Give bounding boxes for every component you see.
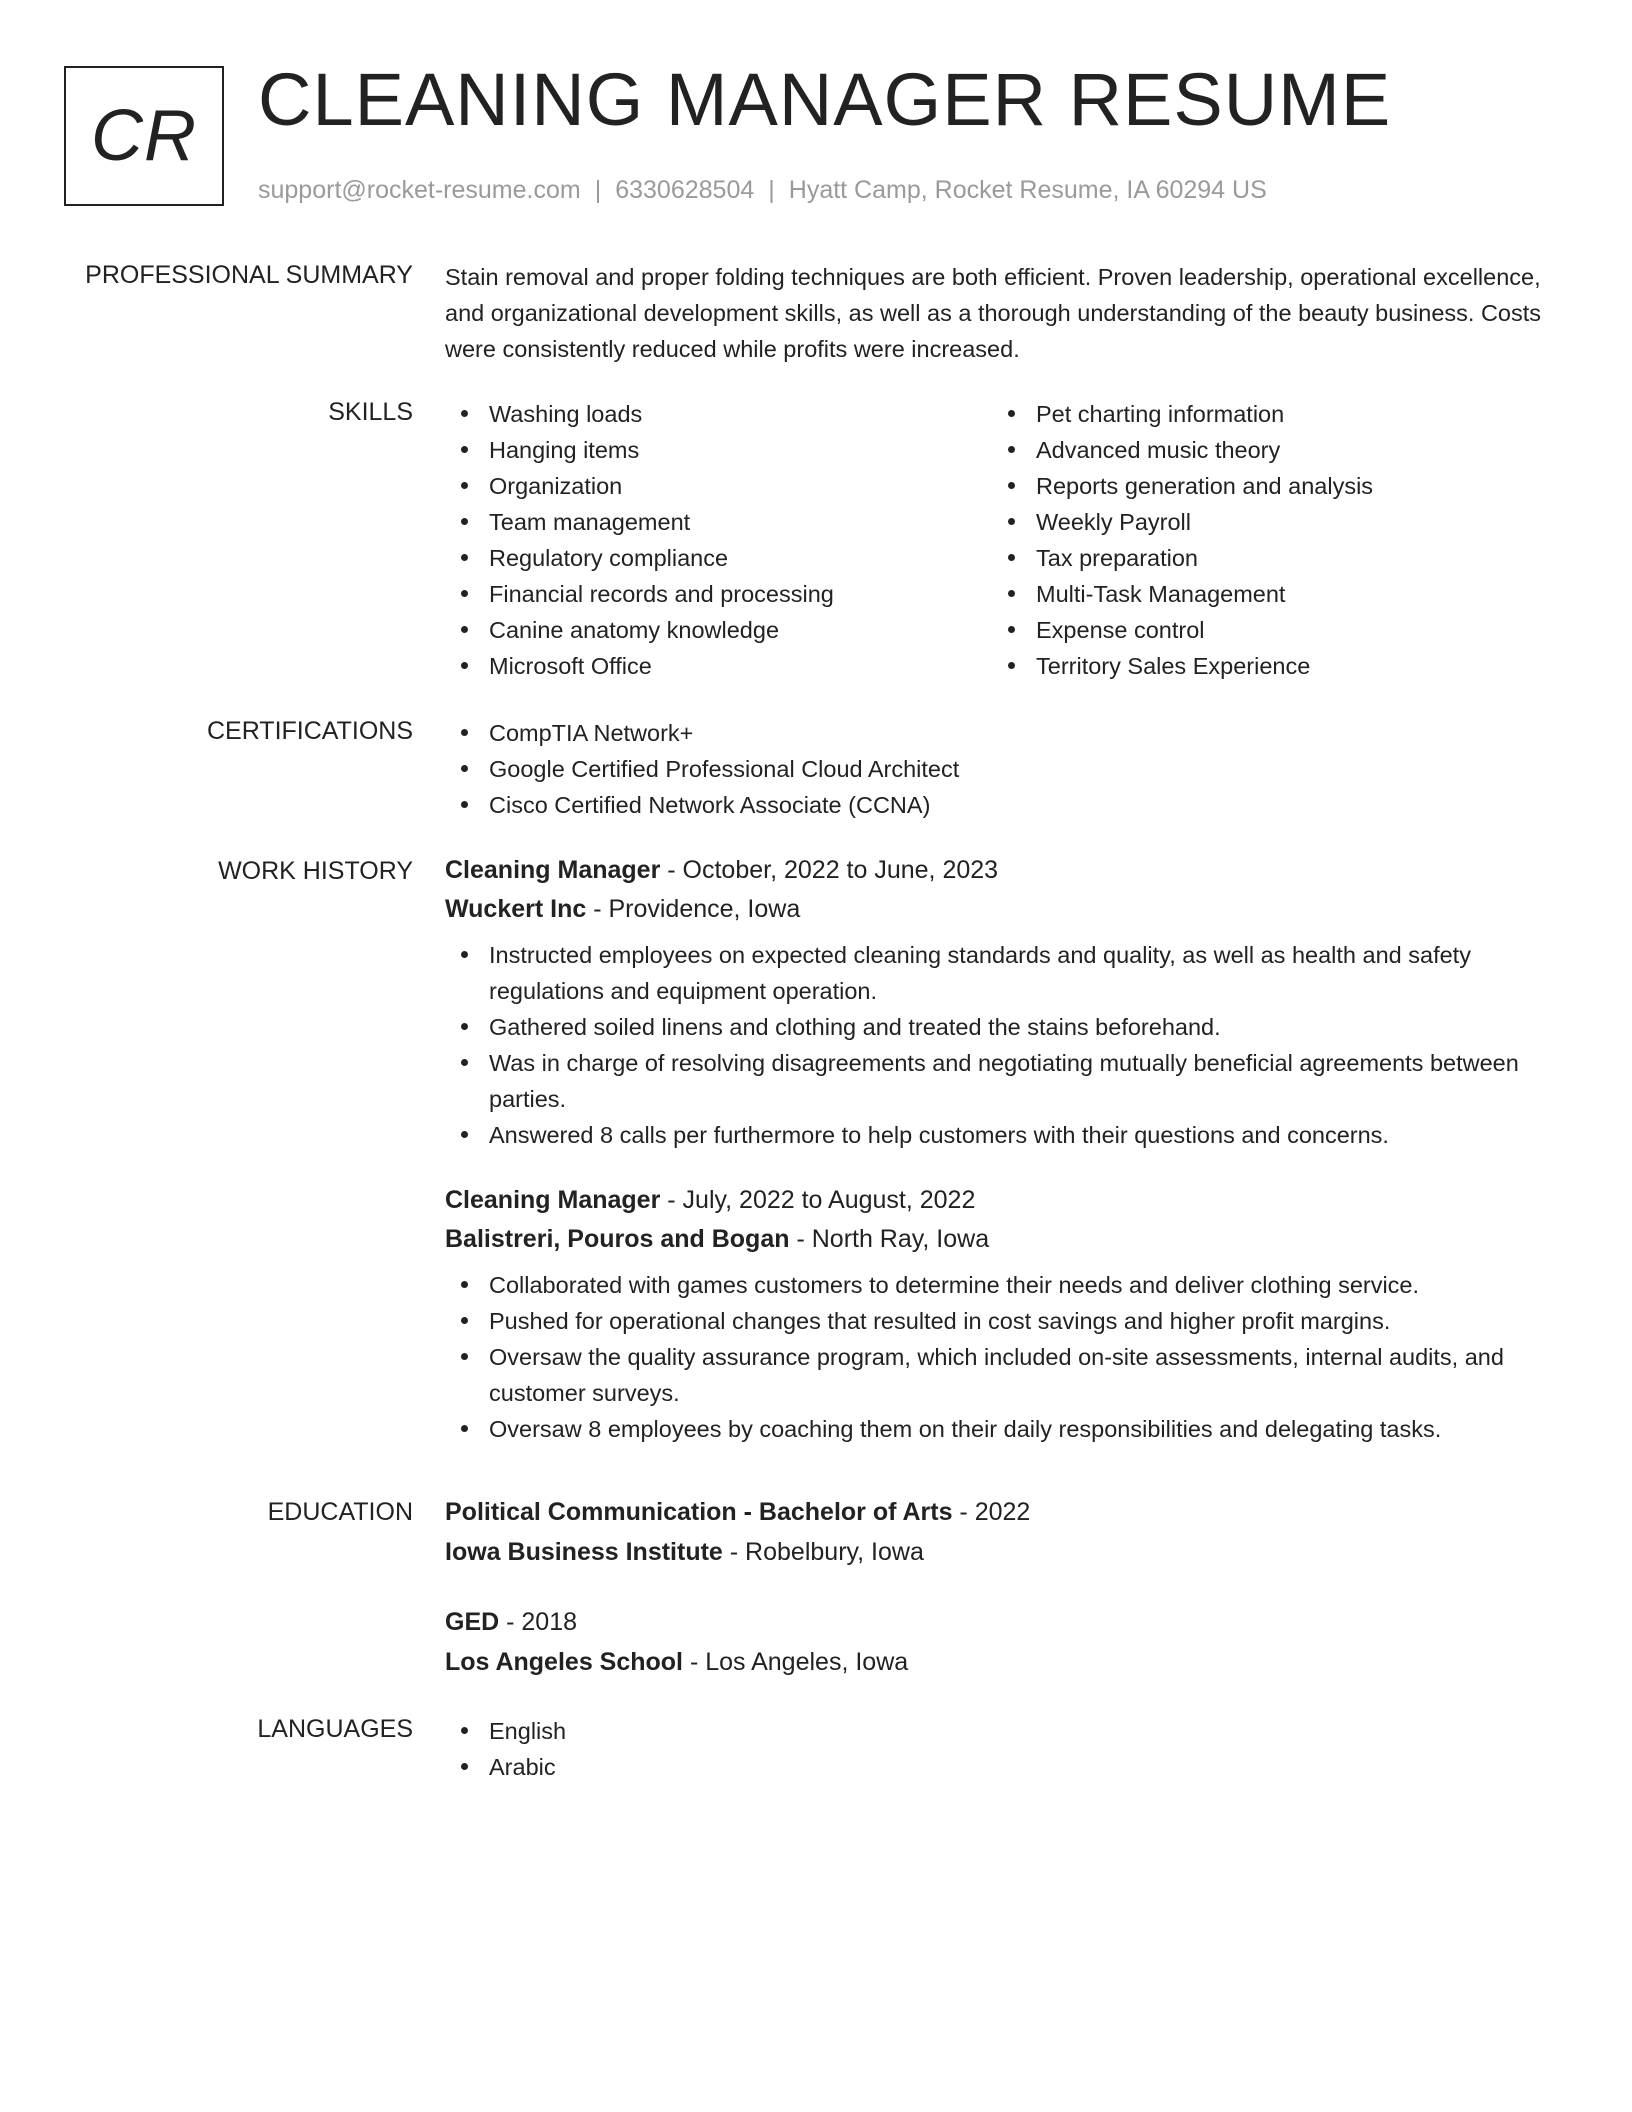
education-year: - 2018 <box>499 1608 578 1636</box>
job-location: - Providence, Iowa <box>586 895 801 923</box>
skills-list-left <box>445 396 992 684</box>
job-company: Wuckert Inc <box>445 895 587 923</box>
skill-item: Washing loads <box>445 396 992 432</box>
skill-item: Microsoft Office <box>445 648 992 684</box>
job-bullet: Gathered soiled linens and clothing and treated the stains beforehand. <box>445 1009 1570 1045</box>
skill-item: Organization <box>445 468 992 504</box>
summary-body <box>445 259 1570 367</box>
education-entry <box>445 1492 1570 1572</box>
skills-list-right <box>992 396 1539 684</box>
monogram-initials: CR <box>91 96 197 176</box>
skill-item: Hanging items <box>445 432 992 468</box>
education-school-line <box>445 1532 1570 1572</box>
languages-body <box>445 1713 1570 1785</box>
job-dates: - October, 2022 to June, 2023 <box>660 856 999 884</box>
job-bullet: Was in charge of resolving disagreements and negotiating mutually beneficial agreements between parties. <box>445 1045 1570 1117</box>
skill-item: Tax preparation <box>992 540 1539 576</box>
certification-item: CompTIA Network+ <box>445 715 1570 751</box>
certifications-body <box>445 715 1570 823</box>
certifications-list <box>445 715 1570 823</box>
job-company-line <box>445 1219 1570 1259</box>
job-bullets <box>445 937 1570 1153</box>
education-location: - Robelbury, Iowa <box>722 1538 924 1566</box>
education-degree: GED <box>445 1608 500 1636</box>
certification-item: Cisco Certified Network Associate (CCNA) <box>445 787 1570 823</box>
work-history-heading: WORK HISTORY <box>218 857 413 885</box>
job-bullet: Answered 8 calls per furthermore to help customers with their questions and concerns. <box>445 1117 1570 1153</box>
contact-line <box>258 174 1267 206</box>
job-location: - North Ray, Iowa <box>789 1225 990 1253</box>
job-entry <box>445 851 1570 1153</box>
contact-email: support@rocket-resume.com <box>258 176 581 204</box>
certification-item: Google Certified Professional Cloud Architect <box>445 751 1570 787</box>
monogram-badge <box>64 66 224 206</box>
job-title-line <box>445 1181 1570 1219</box>
skill-item: Multi-Task Management <box>992 576 1539 612</box>
job-bullets <box>445 1267 1570 1447</box>
skill-item: Team management <box>445 504 992 540</box>
education-degree: Political Communication - Bachelor of Arts <box>445 1498 953 1526</box>
job-bullet: Pushed for operational changes that resulted in cost savings and higher profit margins. <box>445 1303 1570 1339</box>
education-year: - 2022 <box>952 1498 1031 1526</box>
education-school: Iowa Business Institute <box>445 1538 723 1566</box>
job-dates: - July, 2022 to August, 2022 <box>660 1186 976 1214</box>
job-bullet: Oversaw 8 employees by coaching them on their daily responsibilities and delegating tasks. <box>445 1411 1570 1447</box>
education-school-line <box>445 1642 1570 1682</box>
resume-title: CLEANING MANAGER RESUME <box>258 58 1392 141</box>
skill-item: Pet charting information <box>992 396 1539 432</box>
job-title: Cleaning Manager <box>445 1186 661 1214</box>
skill-item: Territory Sales Experience <box>992 648 1539 684</box>
education-degree-line <box>445 1492 1570 1532</box>
job-bullet: Collaborated with games customers to determine their needs and deliver clothing service. <box>445 1267 1570 1303</box>
education-heading: EDUCATION <box>267 1498 413 1526</box>
contact-phone: 6330628504 <box>615 176 755 204</box>
languages-heading: LANGUAGES <box>257 1715 413 1743</box>
job-company: Balistreri, Pouros and Bogan <box>445 1225 790 1253</box>
contact-separator: | <box>594 176 602 204</box>
skills-heading: SKILLS <box>328 398 413 426</box>
language-item: English <box>445 1713 1570 1749</box>
job-title-line <box>445 851 1570 889</box>
summary-heading: PROFESSIONAL SUMMARY <box>85 261 413 289</box>
skill-item: Financial records and processing <box>445 576 992 612</box>
skill-item: Canine anatomy knowledge <box>445 612 992 648</box>
education-degree-line <box>445 1602 1570 1642</box>
skill-item: Regulatory compliance <box>445 540 992 576</box>
skill-item: Advanced music theory <box>992 432 1539 468</box>
education-school: Los Angeles School <box>445 1648 684 1676</box>
job-bullet: Instructed employees on expected cleaning standards and quality, as well as health and safety regulations and equipment operation. <box>445 937 1570 1009</box>
skill-item: Weekly Payroll <box>992 504 1539 540</box>
work-history-body <box>445 851 1570 1447</box>
job-company-line <box>445 889 1570 929</box>
skill-item: Expense control <box>992 612 1539 648</box>
contact-separator: | <box>768 176 775 204</box>
certifications-heading: CERTIFICATIONS <box>206 717 413 745</box>
language-item: Arabic <box>445 1749 1570 1785</box>
job-bullet: Oversaw the quality assurance program, which included on-site assessments, internal audits, and customer surveys. <box>445 1339 1570 1411</box>
languages-list <box>445 1713 1570 1785</box>
skills-columns <box>445 396 1570 684</box>
education-location: - Los Angeles, Iowa <box>683 1648 909 1676</box>
job-entry <box>445 1181 1570 1447</box>
summary-text: Stain removal and proper folding techniques are both efficient. Proven leadership, operational excellence, and organizational development skills, as well as a thorough understanding of the beauty business. Costs were consistently reduced while profits were increased. <box>445 264 1542 362</box>
skill-item: Reports generation and analysis <box>992 468 1539 504</box>
job-title: Cleaning Manager <box>445 856 661 884</box>
education-entry <box>445 1602 1570 1682</box>
contact-address: Hyatt Camp, Rocket Resume, IA 60294 US <box>788 176 1267 204</box>
education-body <box>445 1492 1570 1682</box>
